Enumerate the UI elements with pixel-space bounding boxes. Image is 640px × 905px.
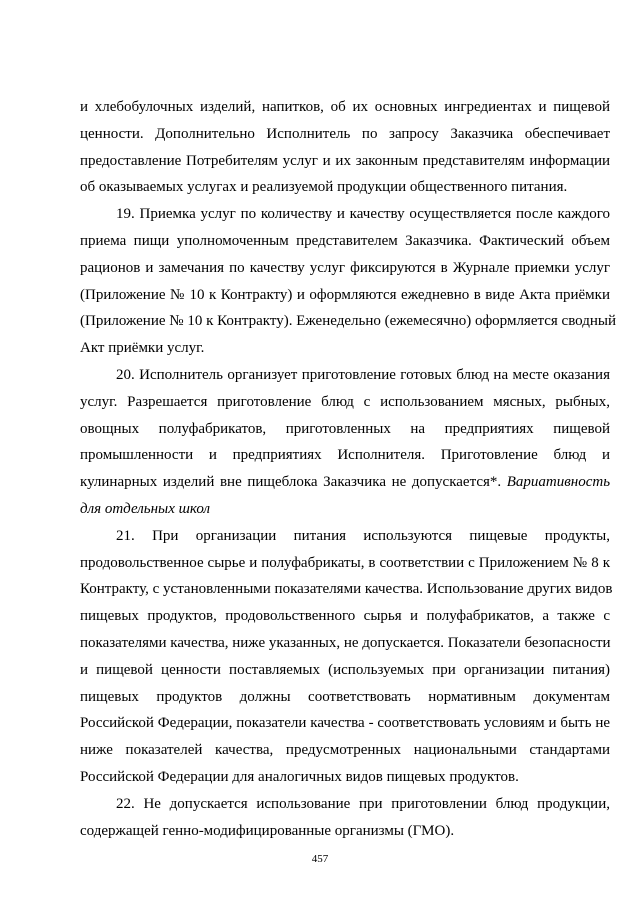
italic-note: Вариативность bbox=[506, 474, 611, 491]
text-line bbox=[80, 469, 610, 496]
text-line: ниже показателей качества, предусмотренных национальными стандартами bbox=[80, 742, 610, 759]
text-line: овощных полуфабрикатов, приготовленных на предприятиях пищевой bbox=[80, 420, 610, 437]
text-line bbox=[80, 496, 610, 523]
text-line: 22. Не допускается использование при приготовлении блюд продукции, bbox=[116, 795, 610, 812]
text-line: предоставление Потребителям услуг и их законным представителям информации bbox=[80, 152, 610, 169]
text-line: ценности. Дополнительно Исполнитель по запросу Заказчика обеспечивает bbox=[80, 125, 610, 142]
text-line: приема пищи уполномоченным представителем Заказчика. Фактический объем bbox=[80, 232, 610, 249]
text-line: и хлебобулочных изделий, напитков, об их основных ингредиентах и пищевой bbox=[80, 99, 610, 115]
text-line: 20. Исполнитель организует приготовление готовых блюд на месте оказания bbox=[116, 366, 610, 383]
text-line: услуг. Разрешается приготовление блюд с использованием мясных, рыбных, bbox=[80, 393, 610, 410]
text-line: Контракту, с установленными показателями качества. Использование других видов bbox=[80, 581, 613, 598]
paragraph-21 bbox=[80, 523, 613, 791]
paragraph-22 bbox=[80, 791, 610, 845]
text-line: 21. При организации питания используются пищевые продукты, bbox=[116, 527, 610, 544]
paragraph-continuation bbox=[80, 94, 610, 201]
text-line: Российской Федерации, показатели качества - соответствовать условиям и быть не bbox=[80, 715, 610, 732]
text-line: Акт приёмки услуг. bbox=[80, 340, 205, 357]
paragraph-20 bbox=[80, 362, 610, 523]
text-line: продовольственное сырье и полуфабрикаты, в соответствии с Приложением № 8 к bbox=[80, 554, 610, 571]
text-line: пищевых продуктов должны соответствовать нормативным документам bbox=[80, 688, 610, 705]
text-line: 19. Приемка услуг по количеству и качеству осуществляется после каждого bbox=[116, 206, 610, 223]
text-line: пищевых продуктов, продовольственного сырья и полуфабрикатов, а также с bbox=[80, 608, 610, 625]
text-line: и пищевой ценности поставляемых (используемых при организации питания) bbox=[80, 661, 610, 678]
text-line: (Приложение № 10 к Контракту) и оформляются ежедневно в виде Акта приёмки bbox=[80, 286, 610, 303]
text-line: рационов и замечания по качеству услуг фиксируются в Журнале приемки услуг bbox=[80, 259, 610, 276]
page-number: 457 bbox=[311, 853, 329, 865]
document-body bbox=[80, 94, 617, 844]
text-fragment: кулинарных изделий вне пищеблока Заказчика не допускается*. bbox=[80, 474, 502, 491]
text-line: Российской Федерации для аналогичных видов пищевых продуктов. bbox=[80, 768, 519, 785]
text-line: показателями качества, ниже указанных, не допускается. Показатели безопасности bbox=[80, 634, 611, 651]
text-line: об оказываемых услугах и реализуемой продукции общественного питания. bbox=[80, 179, 568, 196]
paragraph-19 bbox=[80, 201, 617, 362]
text-line: промышленности и предприятиях Исполнителя. Приготовление блюд и bbox=[80, 447, 610, 464]
text-line: содержащей генно-модифицированные организмы (ГМО). bbox=[80, 822, 455, 839]
italic-note: для отдельных школ bbox=[80, 500, 211, 517]
text-line: (Приложение № 10 к Контракту). Еженедельно (ежемесячно) оформляется сводный bbox=[80, 313, 617, 330]
